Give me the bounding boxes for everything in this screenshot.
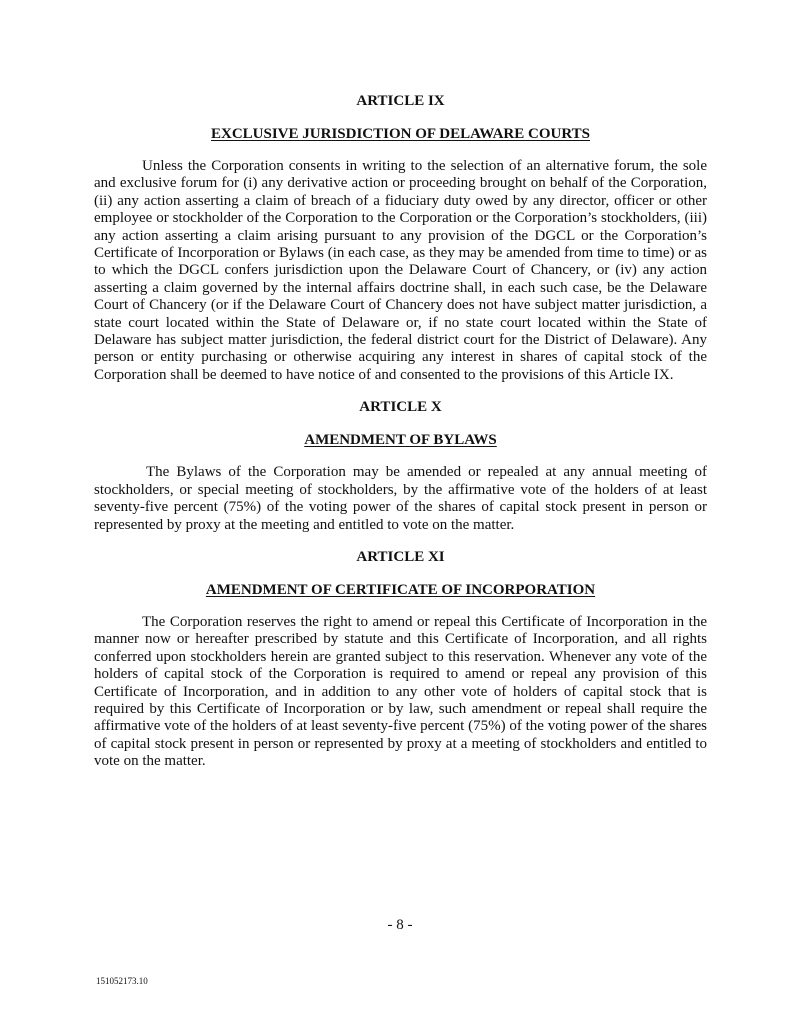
document-id: 151052173.10	[96, 976, 148, 986]
document-page	[94, 92, 707, 771]
page-number: - 8 -	[387, 917, 413, 933]
article-x	[94, 398, 707, 534]
article-body: The Bylaws of the Corporation may be amended or repealed at any annual meeting of stockholders, or special meeting of stockholders, by the affirmative vote of the holders of at least seventy-five percent (75%) of the voting power of the shares of capital stock present in person or represented by proxy at the meeting and entitled to vote on the matter.	[94, 464, 707, 533]
article-xi	[94, 548, 707, 771]
article-number: ARTICLE IX	[356, 93, 445, 109]
article-body: The Corporation reserves the right to amend or repeal this Certificate of Incorporation in the manner now or hereafter prescribed by statute and this Certificate of Incorporation, and all rights conferred upon stockholders herein are granted subject to this reservation. Whenever any vote of the holders of capital stock of the Corporation is required to amend or repeal any provision of this Certificate of Incorporation, and in addition to any other vote of holders of capital stock that is required by this Certificate of Incorporation or by law, such amendment or repeal shall require the affirmative vote of the holders of at least seventy-five percent (75%) of the voting power of the shares of capital stock present in person or represented by proxy at a meeting of stockholders and entitled to vote on the matter.	[94, 613, 707, 770]
article-number: ARTICLE XI	[356, 548, 445, 565]
article-body: Unless the Corporation consents in writing to the selection of an alternative forum, the sole and exclusive forum for (i) any derivative action or proceeding brought on behalf of the Corporation, (ii) any action asserting a claim of breach of a fiduciary duty owed by any director, officer or other employee or stockholder of the Corporation to the Corporation or the Corporation’s stockholders, (iii) any action asserting a claim arising pursuant to any provision of the DGCL or the Corporation’s Certificate of Incorporation or Bylaws (in each case, as they may be amended from time to time) or as to which the DGCL confers jurisdiction upon the Delaware Court of Chancery, or (iv) any action asserting a claim governed by the internal affairs doctrine shall, in each such case, be the Delaware Court of Chancery (or if the Delaware Court of Chancery does not have subject matter jurisdiction, a state court located within the State of Delaware or, if no state court located within the State of Delaware has subject matter jurisdiction, the federal district court for the District of Delaware). Any person or entity purchasing or otherwise acquiring any interest in shares of capital stock of the Corporation shall be deemed to have notice of and consented to the provisions of this Article IX.	[94, 158, 707, 383]
article-number: ARTICLE X	[359, 399, 442, 416]
article-title: EXCLUSIVE JURISDICTION OF DELAWARE COURTS	[211, 126, 590, 142]
article-ix	[94, 92, 707, 384]
article-title: AMENDMENT OF BYLAWS	[304, 432, 497, 449]
article-title: AMENDMENT OF CERTIFICATE OF INCORPORATION	[205, 581, 596, 598]
